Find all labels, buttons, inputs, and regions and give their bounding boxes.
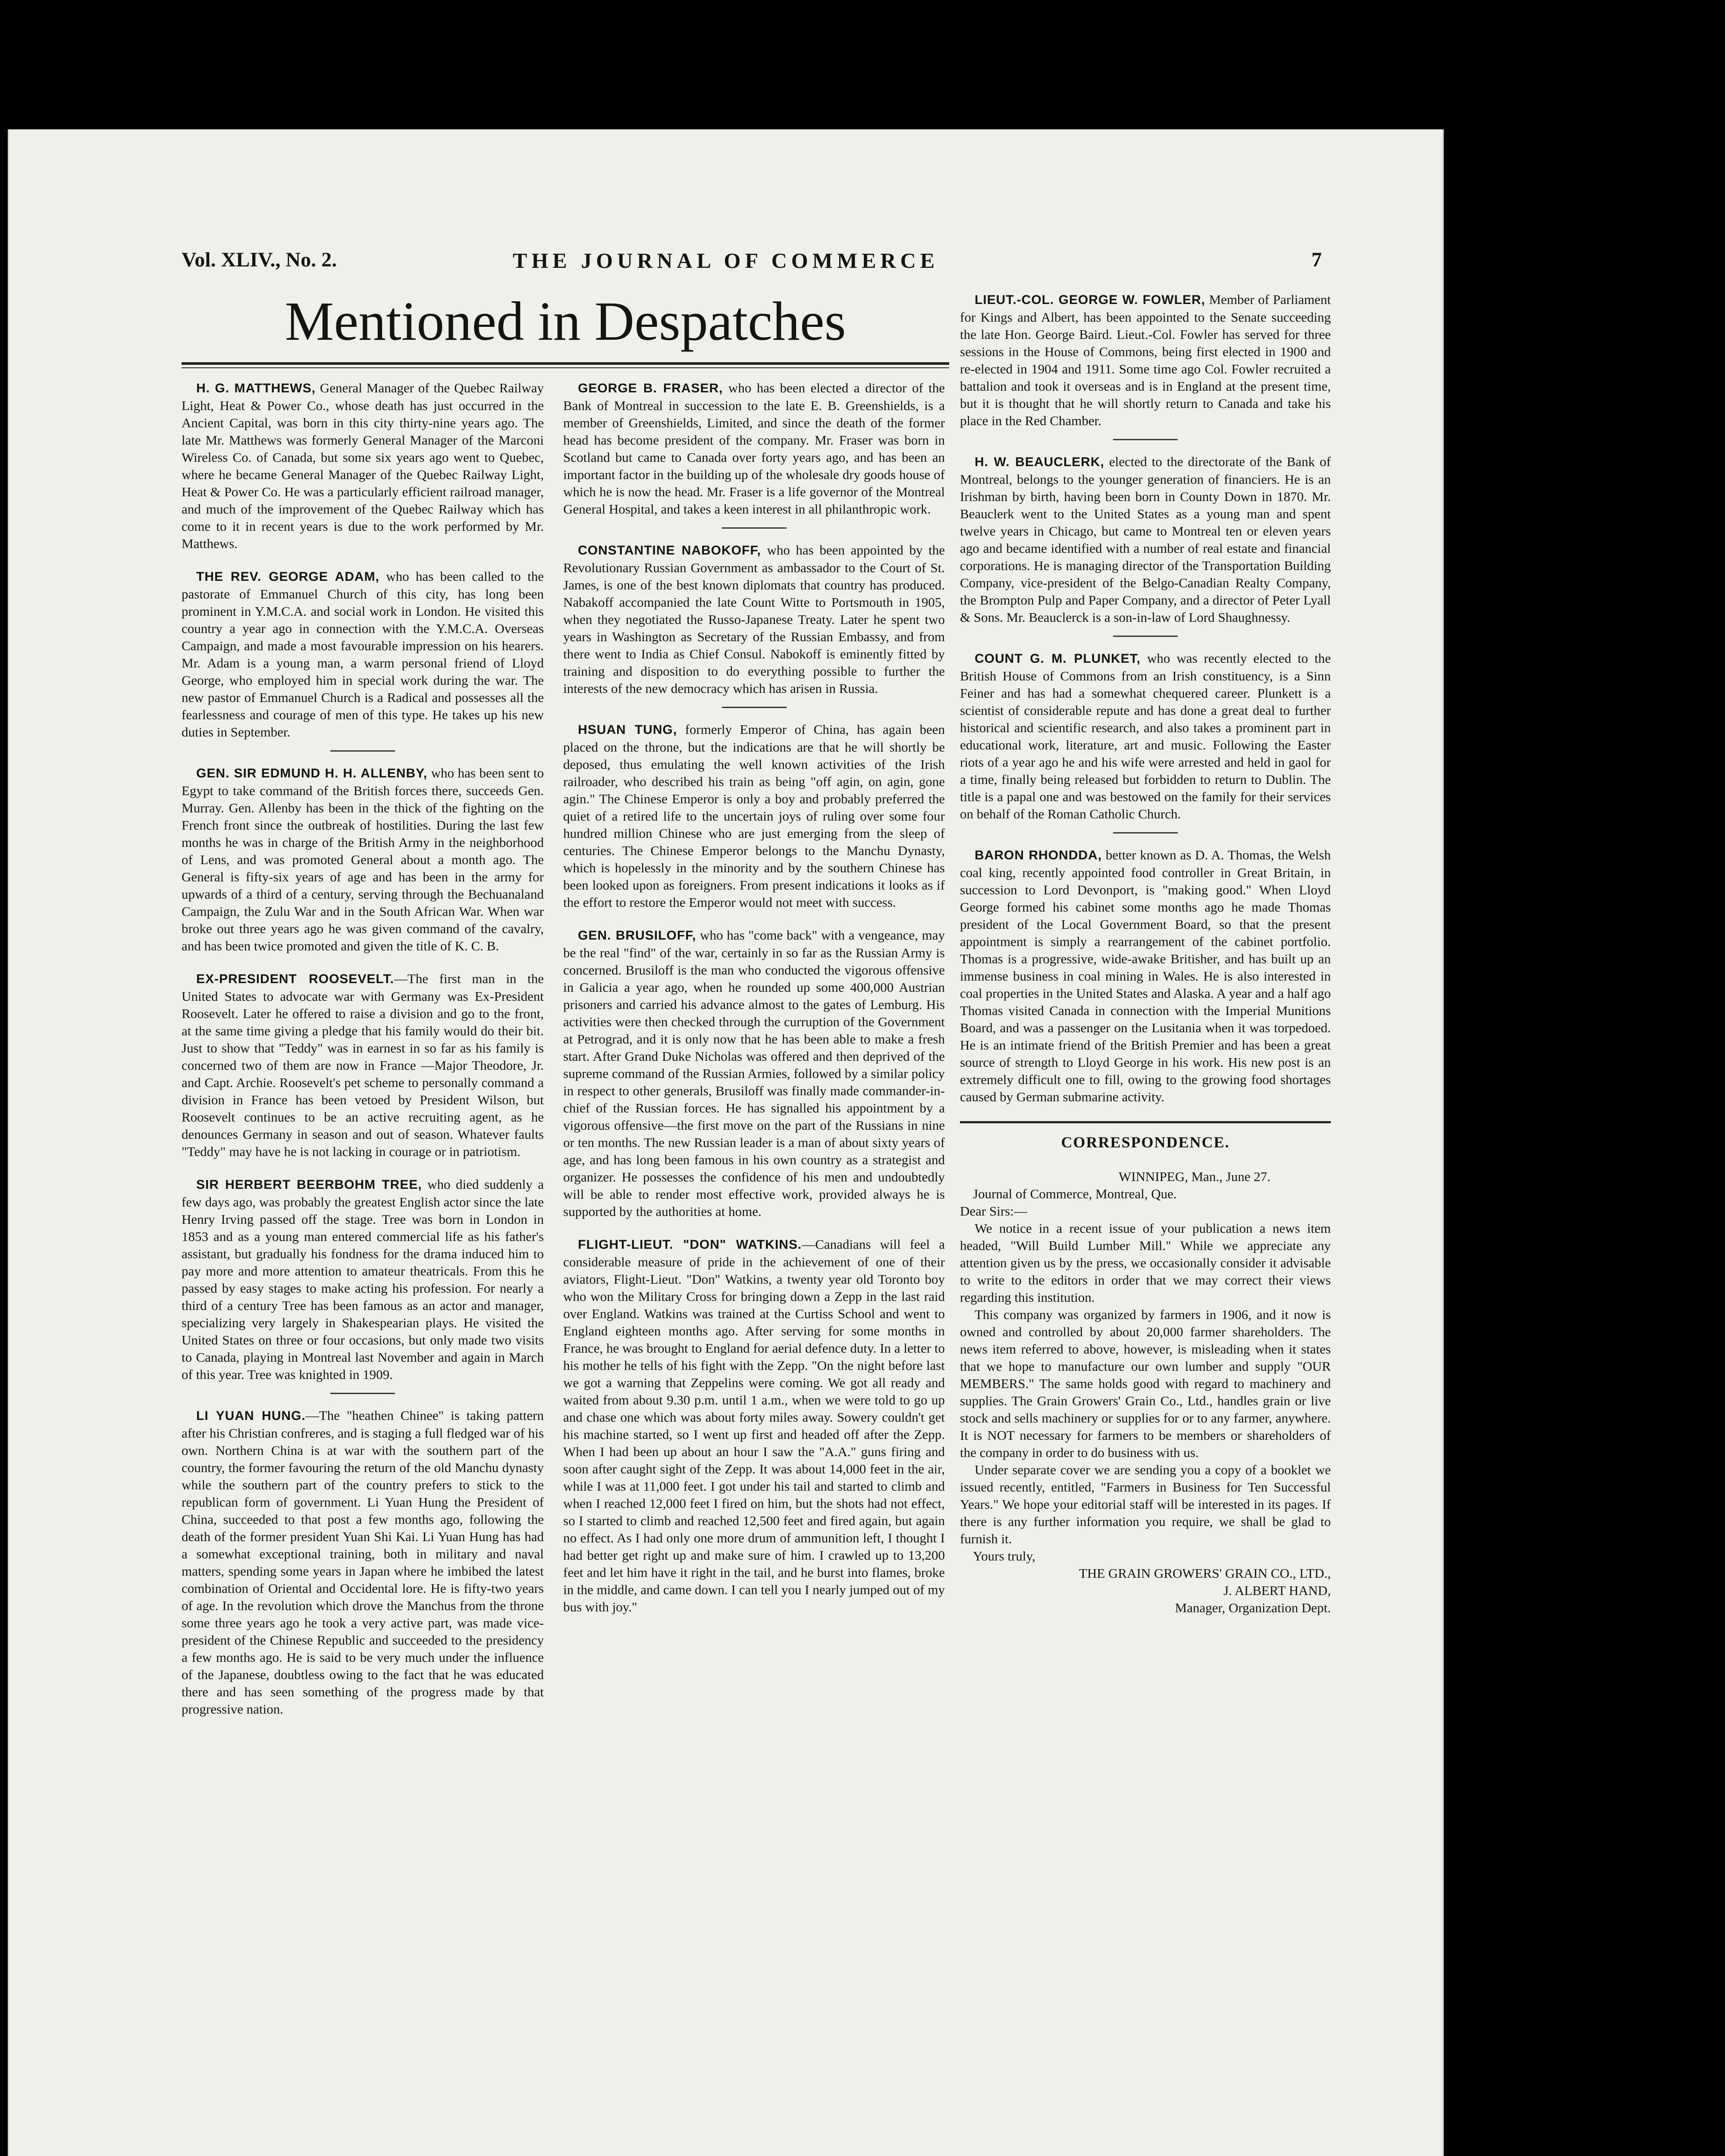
article-roosevelt — [182, 970, 544, 1160]
article-name: HSUAN TUNG, — [578, 723, 677, 737]
volume-number: Vol. XLIV., No. 2. — [182, 248, 337, 271]
article-text: —Canadians will feel a considerable measure of pride in the achievement of one of their aviators, Flight-Lieut. "Don" Watkins, a twenty year old Toronto boy who won the Military Cross for bringing down a Zepp in the last raid over England. Watkins was trained at the Curtiss School and went to England eighteen months ago. After serving for some months in France, he was brought to England for aerial defence duty. In a letter to his mother he tells of his fight with the Zepp. "On the night before last we got a warning that Zeppelins were coming. We got all ready and waited from about 9.30 p.m. until 1 a.m., when we were told to go up and chase one which was about forty miles away. Sowery couldn't get his machine started, so I went up first and headed off after the Zepp. When I had been up about an hour I saw the "A.A." guns firing and soon after caught sight of the Zepp. It was about 14,000 feet in the air, while I was at 11,000 feet. I got under his tail and started to climb and when I reached 12,000 feet I fired on him, but the shots had not effect, so I started to climb and reached 12,500 feet and fired again, but again no effect. As I had only one more drum of ammunition left, I thought I had better get right up and make sure of him. I crawled up to 13,200 feet and let him have it right in the tail, and he burst into flames, broke in the middle, and came down. I can tell you I nearly jumped out of my bus with joy." — [563, 1237, 945, 1614]
article-text: who has "come back" with a vengeance, may be the real "find" of the war, certainly in so far as the Russian Army is concerned. Brusiloff is the man who conducted the vigorous offensive in Galicia a year ago, when he rounded up some 400,000 Austrian prisoners and carried his advance almost to the gates of Lemburg. His activities were then checked through the curruption of the Government at Petrograd, and it is only now that he has been able to make a fresh start. After Grand Duke Nicholas was offered and then deprived of the supreme command of the Russian Armies, followed by a similar policy in respect to other generals, Brusiloff was finally made commander-in-chief of the Russian forces. He has signalled his appointment by a vigorous offensive—the first move on the part of the Russians in nine or ten months. The new Russian leader is a man of about sixty years of age, and has long been famous in his own country as a strategist and organizer. He possesses the confidence of his men and undoubtedly will be able to render most effective work, provided always he is supported by the authorities at home. — [563, 928, 945, 1219]
letter-paragraph: We notice in a recent issue of your publication a news item headed, "Will Build Lumber Mill." While we appreciate any attention given us by the press, we occasionally consider it advisable to write to the editors in order that we may correct their views regarding this institution. — [960, 1221, 1331, 1305]
article-separator — [330, 750, 395, 752]
article-text: who has been sent to Egypt to take command of the British forces there, succeeds Gen. Murray. Gen. Allenby has been in the thick of the fighting on the French front since the outbreak of hostilities. During the last few months he was in charge of the British Army in the neighborhood of Lens, and was promoted General about a month ago. The General is fifty-six years of age and has been in the army for upwards of a third of a century, serving through the Bechuanaland Campaign, the Zulu War and in the South African War. When war broke out three years ago he was given command of the cavalry, and has been twice promoted and given the title of K. C. B. — [182, 765, 544, 953]
article-text: who has been appointed by the Revolutionary Russian Government as ambassador to the Court of St. James, is one of the best known diplomats that country has produced. Nabakoff accompanied the late Count Witte to Portsmouth in 1905, when they negotiated the Russo-Japanese Treaty. Later he spent two years in Washington as Secretary of the Russian Embassy, and from there went to India as Chief Consul. Nabokoff is eminently fitted by training and disposition to do everything possible to further the interests of the new democracy which has arisen in Russia. — [563, 542, 945, 696]
signature-company: THE GRAIN GROWERS' GRAIN CO., LTD., — [1079, 1566, 1331, 1581]
article-adam — [182, 568, 544, 741]
article-name: H. W. BEAUCLERK, — [975, 455, 1104, 469]
correspondence-letter — [960, 1168, 1331, 1617]
page-number: 7 — [1311, 248, 1322, 271]
section-headline: Mentioned in Despatches — [285, 291, 846, 352]
article-separator — [1113, 636, 1178, 637]
signature-title: Manager, Organization Dept. — [1175, 1600, 1331, 1615]
article-fraser — [563, 379, 945, 518]
article-text: who was recently elected to the British House of Commons from an Irish constituency, is a Sinn Feiner and has had a somewhat chequered career. Plunkett is a scientist of considerable repute and has done a great deal to further historical and scientific research, and also takes a prominent part in educational work, literature, art and music. Following the Easter riots of a year ago he and his wife were arrested and held in gaol for a time, finally being released but forbidden to return to Dublin. The title is a papal one and was bestowed on the family for their services on behalf of the Roman Catholic Church. — [960, 651, 1331, 821]
article-separator — [722, 527, 787, 529]
article-text: who died suddenly a few days ago, was probably the greatest English actor since the late Henry Irving passed off the stage. Tree was born in London in 1853 and as a young man entered commercial life as his father's assistant, but gradually his fondness for the drama induced him to pay more and more attention to amateur theatricals. From this he passed by easy stages to make acting his profession. For nearly a third of a century Tree has been famous as an actor and manager, specializing very largely in Shakespearian plays. He visited the United States on three or four occasions, but only made two visits to Canada, playing in Montreal last November and again in March of this year. Tree was knighted in 1909. — [182, 1177, 544, 1382]
letter-addressee: Journal of Commerce, Montreal, Que. — [973, 1186, 1177, 1201]
article-separator — [722, 707, 787, 708]
article-nabokoff — [563, 542, 945, 697]
article-rhondda — [960, 846, 1331, 1106]
article-name: CONSTANTINE NABOKOFF, — [578, 543, 761, 558]
article-text: who has been called to the pastorate of Emmanuel Church of this city, has long been prominent in Y.M.C.A. and social work in London. He visited this country a year ago in connection with the Y.M.C.A. Overseas Campaign, and made a most favourable impression on his hearers. Mr. Adam is a young man, a warm personal friend of Lloyd George, who employed him in special work during the war. The new pastor of Emmanuel Church is a Radical and possesses all the fearlessness and courage of men of this type. He takes up his new duties in September. — [182, 569, 544, 740]
letter-closing: Yours truly, — [973, 1548, 1035, 1564]
article-plunket — [960, 650, 1331, 823]
headline-rule — [182, 362, 949, 365]
article-name: COUNT G. M. PLUNKET, — [975, 652, 1141, 666]
article-name: LIEUT.-COL. GEORGE W. FOWLER, — [975, 293, 1205, 307]
article-name: THE REV. GEORGE ADAM, — [196, 570, 380, 584]
column-2 — [563, 379, 945, 1631]
article-text: formerly Emperor of China, has again been placed on the throne, but the indications are that he will shortly be deposed, thus emulating the well known activities of the Irish railroader, who described his train as being "off agin, on agin, gone agin." The Chinese Emperor is only a boy and probably preferred the quiet of a retired life to the uncertain joys of ruling over some four hundred million Chinese who are just emerging from the sleep of centuries. The Chinese Emperor belongs to the Manchu Dynasty, which is hopelessly in the minority and by the southern Chinese has been looked upon as foreigners. From present indications it looks as if the effort to restore the Emperor would not meet with success. — [563, 722, 945, 910]
article-beauclerk — [960, 453, 1331, 626]
letter-dateline: WINNIPEG, Man., June 27. — [1118, 1169, 1270, 1184]
letter-paragraph: Under separate cover we are sending you a copy of a booklet we issued recently, entitled, "Farmers in Business for Ten Successful Years." We hope your editorial staff will be interested in its pages. If there is any further information you require, we shall be glad to furnish it. — [960, 1462, 1331, 1546]
column-3 — [960, 291, 1331, 1617]
article-separator — [1113, 439, 1178, 440]
article-text: General Manager of the Quebec Railway Light, Heat & Power Co., whose death has just occurred in the Ancient Capital, was born in this city thirty-nine years ago. The late Mr. Matthews was formerly General Manager of the Marconi Wireless Co. of Canada, but some six years ago went to Quebec, where he became General Manager of the Quebec Railway Light, Heat & Power Co. He was a particularly efficient railroad manager, and much of the improvement of the Quebec Railway which has come to it in recent years is due to the work performed by Mr. Matthews. — [182, 380, 544, 551]
page-header — [9, 248, 1443, 282]
article-tree — [182, 1176, 544, 1383]
article-hsuan-tung — [563, 721, 945, 911]
article-name: BARON RHONDDA, — [975, 848, 1102, 862]
correspondence-rule — [960, 1121, 1331, 1123]
correspondence-heading: CORRESPONDENCE. — [1061, 1134, 1230, 1151]
article-separator — [1113, 832, 1178, 834]
signature-name: J. ALBERT HAND, — [1223, 1583, 1331, 1598]
article-text: Member of Parliament for Kings and Albert, has been appointed to the Senate succeeding the late Hon. George Baird. Lieut.-Col. Fowler has served for three sessions in the House of Commons, being first elected in 1900 and re-elected in 1904 and 1911. Some time ago Col. Fowler recruited a battalion and took it overseas and is in England at the present time, but it is thought that he will shortly return to Canada and take his place in the Red Chamber. — [960, 292, 1331, 428]
article-name: EX-PRESIDENT ROOSEVELT. — [196, 972, 394, 986]
column-1 — [182, 379, 544, 1733]
article-name: GEORGE B. FRASER, — [578, 381, 723, 395]
article-watkins — [563, 1236, 945, 1616]
article-brusiloff — [563, 927, 945, 1220]
article-name: FLIGHT-LIEUT. "DON" WATKINS. — [578, 1238, 802, 1252]
article-matthews — [182, 379, 544, 552]
letter-paragraph: This company was organized by farmers in 1906, and it now is owned and controlled by about 20,000 farmer shareholders. The news item referred to above, however, is misleading when it states that we hope to manufacture our own lumber and supply "OUR MEMBERS." The same holds good with regard to machinery and supplies. The Grain Growers' Grain Co., Ltd., handles grain or live stock and sells machinery or supplies for or to any farmer, anywhere. It is NOT necessary for farmers to be members or shareholders of the company in order to do business with us. — [960, 1307, 1331, 1460]
article-name: SIR HERBERT BEERBOHM TREE, — [196, 1178, 422, 1192]
newspaper-page — [8, 129, 1444, 2156]
article-name: H. G. MATTHEWS, — [196, 381, 316, 395]
article-text: better known as D. A. Thomas, the Welsh coal king, recently appointed food controller in Great Britain, in succession to Lord Devonport, is "making good." When Lloyd George formed his cabinet some months ago he made Thomas president of the Local Government Board, so that the present appointment is simply a rearrangement of the cabinet portfolio. Thomas is a progressive, wide-awake Britisher, and has built up an immense business in coal mining in Wales. He is also interested in coal properties in the United States and Alaska. A year and a half ago Thomas visited Canada in connection with the Imperial Munitions Board, and was a passenger on the Lusitania when it was torpedoed. He is an intimate friend of the British Premier and has been a great source of strength to Lloyd George in his work. His new post is an extremely difficult one to fill, owing to the growing food shortages caused by German submarine activity. — [960, 847, 1331, 1104]
article-allenby — [182, 765, 544, 955]
letter-salutation: Dear Sirs:— — [960, 1203, 1027, 1219]
article-name: LI YUAN HUNG. — [196, 1409, 306, 1423]
article-name: GEN. SIR EDMUND H. H. ALLENBY, — [196, 766, 428, 780]
article-text: who has been elected a director of the Bank of Montreal in succession to the late E. B. Greenshields, is a member of Greenshields, Limited, and since the death of the former head has become president of the company. Mr. Fraser was born in Scotland but came to Canada over forty years ago, and has been an important factor in the building up of the wholesale dry goods house of which he is now the head. Mr. Fraser is a life governor of the Montreal General Hospital, and takes a keen interest in all philanthropic work. — [563, 380, 945, 517]
article-text: —The "heathen Chinee" is taking pattern after his Christian confreres, and is staging a full fledged war of his own. Northern China is at war with the southern part of the country, the former favouring the return of the old Manchu dynasty while the southern part of the country prefers to stick to the republican form of government. Li Yuan Hung the President of China, succeeded to that post a few months ago, following the death of the former president Yuan Shi Kai. Li Yuan Hung has had a somewhat exceptional training, both in military and naval matters, spending some years in Japan where he imbibed the latest combination of Oriental and Occidental lore. He is fifty-two years of age. In the revolution which drove the Manchus from the throne some three years ago he took a very active part, was made vice-president of the Chinese Republic and succeeded to the presidency a few months ago. He is said to be very much under the influence of the Japanese, doubtless owing to the fact that he was educated there and has seen something of the progress made by that progressive nation. — [182, 1408, 544, 1717]
article-text: elected to the directorate of the Bank of Montreal, belongs to the younger generation of financiers. He is an Irishman by birth, having been born in County Down in 1870. Mr. Beauclerk went to the United States as a young man and spent twelve years in Chicago, but came to Montreal ten or eleven years ago and became identified with a number of real estate and financial corporations. He is managing director of the Transportation Building Company, vice-president of the Belgo-Canadian Realty Company, the Brompton Pulp and Paper Company, and a director of Peter Lyall & Sons. Mr. Beauclerck is a son-in-law of Lord Shaughnessy. — [960, 454, 1331, 625]
article-name: GEN. BRUSILOFF, — [578, 928, 696, 943]
article-fowler — [960, 291, 1331, 429]
publication-title: THE JOURNAL OF COMMERCE — [513, 248, 939, 273]
article-separator — [330, 1393, 395, 1394]
article-text: —The first man in the United States to advocate war with Germany was Ex-President Roosevelt. Later he offered to raise a division and go to the front, at the same time giving a pledge that his family would do their bit. Just to show that "Teddy" was in earnest in so far as his family is concerned two of them are now in France —Major Theodore, Jr. and Capt. Archie. Roosevelt's pet scheme to personally command a division in France has been vetoed by President Wilson, but Roosevelt continues to be an active recruiting agent, as he denounces Germany in season and out of season. Whatever faults "Teddy" may have he is not lacking in courage or in patriotism. — [182, 971, 544, 1159]
headline-rule-thin — [182, 367, 949, 368]
article-li-yuan-hung — [182, 1407, 544, 1718]
